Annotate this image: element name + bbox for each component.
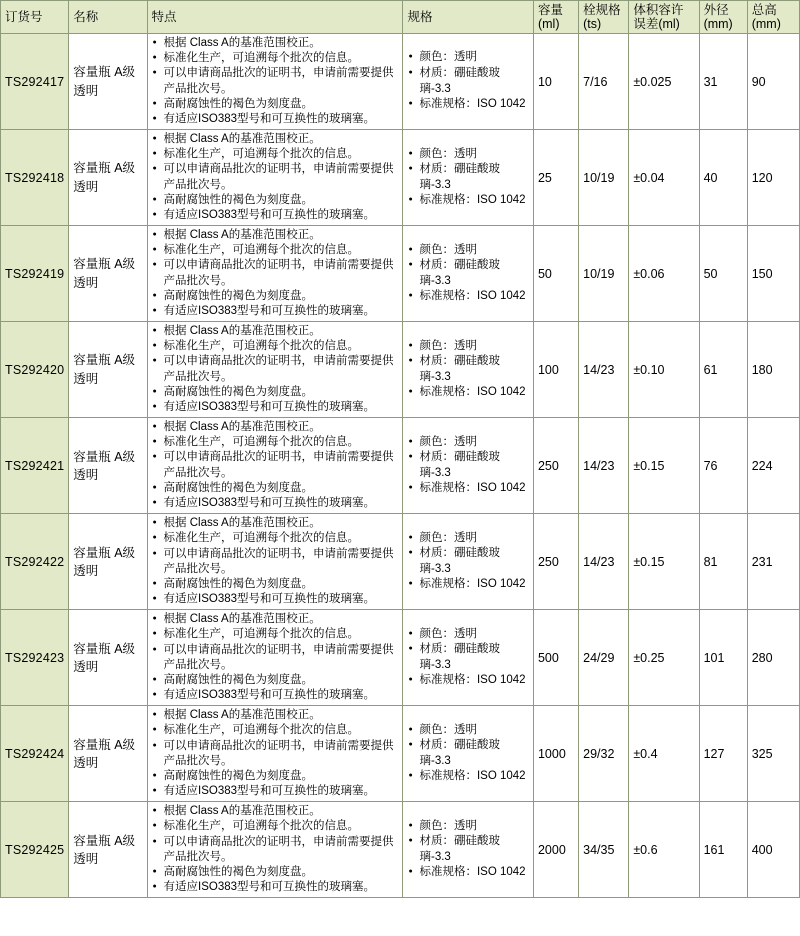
feature-item: ● 标准化生产，可追溯每个批次的信息。	[152, 51, 399, 66]
feature-item: ● 高耐腐蚀性的褐色为刻度盘。	[152, 865, 399, 880]
feature-list	[152, 708, 399, 799]
cell-height: 280	[747, 610, 799, 706]
cell-volume: 10	[533, 34, 578, 130]
feature-item: ● 标准化生产，可追溯每个批次的信息。	[152, 531, 399, 546]
spec-item: ● 标准规格：ISO 1042	[407, 289, 528, 305]
cell-product-name: 容量瓶 A级 透明	[69, 610, 147, 706]
spec-item: ● 颜色：透明	[407, 243, 528, 259]
cell-specification	[403, 130, 533, 226]
spec-item: ● 标准规格：ISO 1042	[407, 577, 528, 593]
spec-list	[407, 819, 528, 881]
table-row	[1, 226, 800, 322]
cell-joint-size: 29/32	[579, 706, 629, 802]
spec-item: ● 颜色：透明	[407, 627, 528, 643]
cell-specification	[403, 34, 533, 130]
column-header-outer-diameter-line1: 外径	[703, 3, 729, 17]
cell-outer-diameter: 40	[699, 130, 747, 226]
feature-list	[152, 612, 399, 703]
cell-joint-size: 14/23	[579, 418, 629, 514]
cell-volume: 500	[533, 610, 578, 706]
feature-item: ● 有适应ISO383型号和可互换性的玻璃塞。	[152, 112, 399, 127]
column-header-height-line2: (mm)	[751, 17, 781, 31]
spec-item: ● 颜色：透明	[407, 339, 528, 355]
cell-volume: 25	[533, 130, 578, 226]
feature-item: ● 根据 Class A的基准范围校正。	[152, 516, 399, 531]
spec-list	[407, 531, 528, 593]
cell-features	[147, 514, 403, 610]
spec-item: ● 材质：硼硅酸玻璃-3.3	[407, 738, 528, 769]
cell-volume: 250	[533, 418, 578, 514]
column-header-height	[747, 1, 799, 34]
feature-list	[152, 420, 399, 511]
column-header-order-code	[1, 1, 69, 34]
feature-item: ● 有适应ISO383型号和可互换性的玻璃塞。	[152, 304, 399, 319]
column-header-joint-line2: (ts)	[583, 17, 602, 31]
feature-list	[152, 36, 399, 127]
feature-item: ● 标准化生产，可追溯每个批次的信息。	[152, 627, 399, 642]
cell-tolerance: ±0.6	[629, 802, 699, 898]
cell-joint-size: 14/23	[579, 514, 629, 610]
spec-item: ● 材质：硼硅酸玻璃-3.3	[407, 642, 528, 673]
feature-item: ● 可以申请商品批次的证明书，申请前需要提供产品批次号。	[152, 354, 399, 384]
column-header-name	[69, 1, 147, 34]
cell-product-name: 容量瓶 A级 透明	[69, 322, 147, 418]
spec-item: ● 材质：硼硅酸玻璃-3.3	[407, 834, 528, 865]
cell-product-name: 容量瓶 A级 透明	[69, 130, 147, 226]
spec-item: ● 材质：硼硅酸玻璃-3.3	[407, 354, 528, 385]
spec-item: ● 标准规格：ISO 1042	[407, 865, 528, 881]
cell-tolerance: ±0.025	[629, 34, 699, 130]
cell-tolerance: ±0.04	[629, 130, 699, 226]
feature-item: ● 高耐腐蚀性的褐色为刻度盘。	[152, 97, 399, 112]
cell-specification	[403, 226, 533, 322]
spec-item: ● 材质：硼硅酸玻璃-3.3	[407, 546, 528, 577]
spec-item: ● 材质：硼硅酸玻璃-3.3	[407, 258, 528, 289]
cell-tolerance: ±0.06	[629, 226, 699, 322]
cell-tolerance: ±0.10	[629, 322, 699, 418]
spec-item: ● 颜色：透明	[407, 435, 528, 451]
cell-tolerance: ±0.25	[629, 610, 699, 706]
feature-item: ● 可以申请商品批次的证明书，申请前需要提供产品批次号。	[152, 258, 399, 288]
spec-item: ● 标准规格：ISO 1042	[407, 97, 528, 113]
cell-features	[147, 706, 403, 802]
column-header-outer-diameter	[699, 1, 747, 34]
spec-item: ● 标准规格：ISO 1042	[407, 385, 528, 401]
feature-item: ● 标准化生产，可追溯每个批次的信息。	[152, 435, 399, 450]
table-row	[1, 322, 800, 418]
column-header-tolerance	[629, 1, 699, 34]
feature-item: ● 根据 Class A的基准范围校正。	[152, 708, 399, 723]
spec-item: ● 标准规格：ISO 1042	[407, 193, 528, 209]
feature-item: ● 根据 Class A的基准范围校正。	[152, 132, 399, 147]
cell-features	[147, 226, 403, 322]
spec-list	[407, 435, 528, 497]
table-body	[1, 34, 800, 898]
cell-order-code: TS292424	[1, 706, 69, 802]
feature-item: ● 有适应ISO383型号和可互换性的玻璃塞。	[152, 400, 399, 415]
cell-order-code: TS292417	[1, 34, 69, 130]
cell-joint-size: 10/19	[579, 130, 629, 226]
spec-item: ● 标准规格：ISO 1042	[407, 481, 528, 497]
spec-item: ● 标准规格：ISO 1042	[407, 769, 528, 785]
cell-order-code: TS292420	[1, 322, 69, 418]
cell-height: 180	[747, 322, 799, 418]
cell-joint-size: 24/29	[579, 610, 629, 706]
cell-specification	[403, 610, 533, 706]
feature-item: ● 有适应ISO383型号和可互换性的玻璃塞。	[152, 688, 399, 703]
spec-item: ● 材质：硼硅酸玻璃-3.3	[407, 162, 528, 193]
feature-list	[152, 228, 399, 319]
cell-product-name: 容量瓶 A级 透明	[69, 418, 147, 514]
cell-height: 90	[747, 34, 799, 130]
spec-list	[407, 627, 528, 689]
cell-product-name: 容量瓶 A级 透明	[69, 706, 147, 802]
spec-item: ● 材质：硼硅酸玻璃-3.3	[407, 450, 528, 481]
feature-list	[152, 324, 399, 415]
table-row	[1, 802, 800, 898]
cell-height: 224	[747, 418, 799, 514]
cell-outer-diameter: 127	[699, 706, 747, 802]
feature-item: ● 根据 Class A的基准范围校正。	[152, 36, 399, 51]
spec-item: ● 颜色：透明	[407, 50, 528, 66]
table-row	[1, 34, 800, 130]
table-row	[1, 514, 800, 610]
cell-height: 120	[747, 130, 799, 226]
cell-tolerance: ±0.4	[629, 706, 699, 802]
cell-tolerance: ±0.15	[629, 418, 699, 514]
cell-outer-diameter: 101	[699, 610, 747, 706]
column-header-joint-line1: 栓规格	[583, 3, 621, 17]
cell-product-name: 容量瓶 A级 透明	[69, 34, 147, 130]
feature-item: ● 根据 Class A的基准范围校正。	[152, 420, 399, 435]
cell-order-code: TS292425	[1, 802, 69, 898]
cell-height: 150	[747, 226, 799, 322]
spec-item: ● 材质：硼硅酸玻璃-3.3	[407, 66, 528, 97]
column-header-spec-line1: 规格	[407, 10, 433, 24]
column-header-joint	[579, 1, 629, 34]
table-header-row	[1, 1, 800, 34]
feature-item: ● 高耐腐蚀性的褐色为刻度盘。	[152, 769, 399, 784]
feature-item: ● 标准化生产，可追溯每个批次的信息。	[152, 723, 399, 738]
cell-specification	[403, 802, 533, 898]
feature-item: ● 根据 Class A的基准范围校正。	[152, 228, 399, 243]
spec-list	[407, 50, 528, 112]
cell-volume: 250	[533, 514, 578, 610]
spec-item: ● 颜色：透明	[407, 723, 528, 739]
cell-features	[147, 802, 403, 898]
column-header-spec	[403, 1, 533, 34]
feature-item: ● 根据 Class A的基准范围校正。	[152, 804, 399, 819]
cell-outer-diameter: 76	[699, 418, 747, 514]
spec-list	[407, 723, 528, 785]
cell-order-code: TS292423	[1, 610, 69, 706]
cell-specification	[403, 418, 533, 514]
cell-volume: 2000	[533, 802, 578, 898]
cell-specification	[403, 322, 533, 418]
column-header-features-line1: 特点	[151, 10, 177, 24]
cell-specification	[403, 706, 533, 802]
spec-item: ● 颜色：透明	[407, 147, 528, 163]
column-header-volume-line2: (ml)	[537, 17, 560, 31]
cell-order-code: TS292418	[1, 130, 69, 226]
cell-features	[147, 418, 403, 514]
cell-order-code: TS292422	[1, 514, 69, 610]
feature-item: ● 标准化生产，可追溯每个批次的信息。	[152, 243, 399, 258]
cell-outer-diameter: 81	[699, 514, 747, 610]
cell-volume: 1000	[533, 706, 578, 802]
spec-item: ● 颜色：透明	[407, 819, 528, 835]
feature-item: ● 可以申请商品批次的证明书，申请前需要提供产品批次号。	[152, 643, 399, 673]
cell-outer-diameter: 31	[699, 34, 747, 130]
feature-item: ● 有适应ISO383型号和可互换性的玻璃塞。	[152, 784, 399, 799]
cell-volume: 50	[533, 226, 578, 322]
cell-joint-size: 7/16	[579, 34, 629, 130]
feature-item: ● 有适应ISO383型号和可互换性的玻璃塞。	[152, 880, 399, 895]
cell-outer-diameter: 61	[699, 322, 747, 418]
feature-item: ● 有适应ISO383型号和可互换性的玻璃塞。	[152, 208, 399, 223]
column-header-volume	[533, 1, 578, 34]
feature-item: ● 有适应ISO383型号和可互换性的玻璃塞。	[152, 496, 399, 511]
feature-item: ● 高耐腐蚀性的褐色为刻度盘。	[152, 673, 399, 688]
feature-item: ● 可以申请商品批次的证明书，申请前需要提供产品批次号。	[152, 450, 399, 480]
table-row	[1, 130, 800, 226]
feature-item: ● 标准化生产，可追溯每个批次的信息。	[152, 819, 399, 834]
cell-outer-diameter: 50	[699, 226, 747, 322]
column-header-order-code-line1: 订货号	[5, 10, 43, 24]
table-header	[1, 1, 800, 34]
cell-tolerance: ±0.15	[629, 514, 699, 610]
feature-item: ● 可以申请商品批次的证明书，申请前需要提供产品批次号。	[152, 66, 399, 96]
column-header-name-line1: 名称	[73, 10, 99, 24]
cell-joint-size: 14/23	[579, 322, 629, 418]
feature-item: ● 高耐腐蚀性的褐色为刻度盘。	[152, 481, 399, 496]
feature-item: ● 高耐腐蚀性的褐色为刻度盘。	[152, 289, 399, 304]
table-row	[1, 418, 800, 514]
column-header-height-line1: 总高	[751, 3, 777, 17]
column-header-tolerance-line2: 误差(ml)	[633, 17, 680, 31]
cell-order-code: TS292421	[1, 418, 69, 514]
cell-order-code: TS292419	[1, 226, 69, 322]
cell-features	[147, 322, 403, 418]
feature-item: ● 标准化生产，可追溯每个批次的信息。	[152, 147, 399, 162]
spec-list	[407, 339, 528, 401]
feature-item: ● 可以申请商品批次的证明书，申请前需要提供产品批次号。	[152, 547, 399, 577]
cell-outer-diameter: 161	[699, 802, 747, 898]
feature-item: ● 可以申请商品批次的证明书，申请前需要提供产品批次号。	[152, 835, 399, 865]
cell-product-name: 容量瓶 A级 透明	[69, 802, 147, 898]
feature-item: ● 高耐腐蚀性的褐色为刻度盘。	[152, 193, 399, 208]
cell-features	[147, 610, 403, 706]
spec-list	[407, 147, 528, 209]
feature-item: ● 高耐腐蚀性的褐色为刻度盘。	[152, 385, 399, 400]
cell-volume: 100	[533, 322, 578, 418]
cell-joint-size: 34/35	[579, 802, 629, 898]
column-header-volume-line1: 容量	[537, 3, 563, 17]
column-header-tolerance-line1: 体积容许	[633, 3, 684, 17]
cell-features	[147, 130, 403, 226]
feature-item: ● 标准化生产，可追溯每个批次的信息。	[152, 339, 399, 354]
feature-item: ● 可以申请商品批次的证明书，申请前需要提供产品批次号。	[152, 739, 399, 769]
table-row	[1, 706, 800, 802]
column-header-outer-diameter-line2: (mm)	[703, 17, 733, 31]
feature-item: ● 根据 Class A的基准范围校正。	[152, 612, 399, 627]
feature-list	[152, 132, 399, 223]
feature-item: ● 有适应ISO383型号和可互换性的玻璃塞。	[152, 592, 399, 607]
cell-specification	[403, 514, 533, 610]
cell-features	[147, 34, 403, 130]
feature-item: ● 可以申请商品批次的证明书，申请前需要提供产品批次号。	[152, 162, 399, 192]
cell-height: 325	[747, 706, 799, 802]
cell-height: 231	[747, 514, 799, 610]
cell-joint-size: 10/19	[579, 226, 629, 322]
cell-product-name: 容量瓶 A级 透明	[69, 226, 147, 322]
feature-item: ● 高耐腐蚀性的褐色为刻度盘。	[152, 577, 399, 592]
spec-item: ● 标准规格：ISO 1042	[407, 673, 528, 689]
feature-item: ● 根据 Class A的基准范围校正。	[152, 324, 399, 339]
cell-height: 400	[747, 802, 799, 898]
feature-list	[152, 516, 399, 607]
spec-item: ● 颜色：透明	[407, 531, 528, 547]
cell-product-name: 容量瓶 A级 透明	[69, 514, 147, 610]
feature-list	[152, 804, 399, 895]
column-header-features	[147, 1, 403, 34]
table-row	[1, 610, 800, 706]
spec-list	[407, 243, 528, 305]
